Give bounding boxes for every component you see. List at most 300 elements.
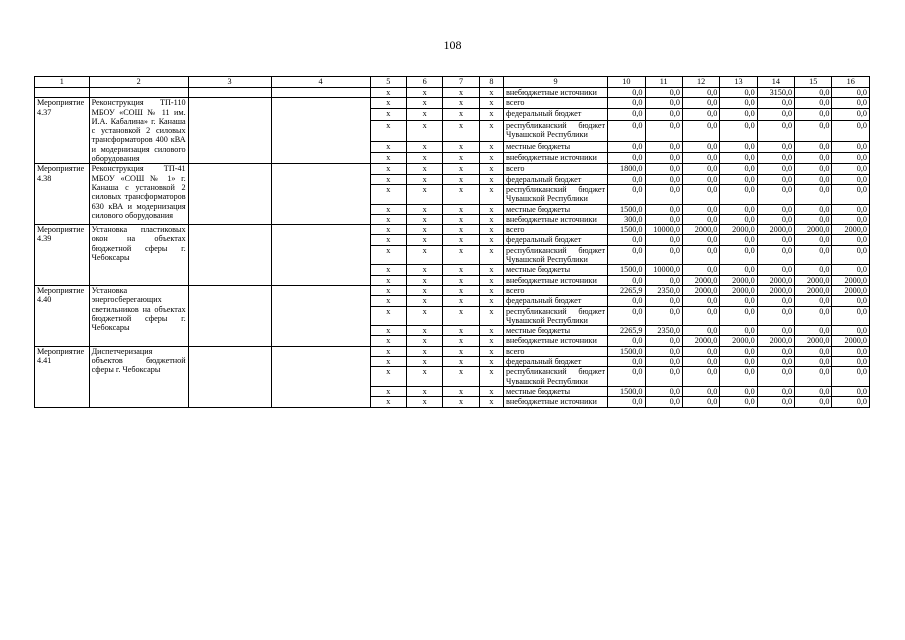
x-mark-cell: x (479, 306, 503, 326)
value-cell: 0,0 (720, 120, 757, 141)
x-mark-cell: x (443, 285, 479, 295)
x-mark-cell: x (370, 141, 406, 152)
empty-cell (271, 98, 370, 164)
value-cell: 0,0 (757, 174, 794, 184)
measure-id-cell: Мероприятие 4.38 (35, 164, 90, 225)
value-cell: 0,0 (832, 245, 870, 265)
value-cell: 2000,0 (795, 336, 832, 346)
measure-name-cell: Реконструкция ТП-110 МБОУ «СОШ № 11 им. И.А. Кабалина» г. Канаша с установкой 2 силовых трансформаторов 400 кВА и модернизация силового оборудования (89, 98, 188, 164)
x-mark-cell: x (479, 141, 503, 152)
x-mark-cell: x (479, 204, 503, 214)
x-mark-cell: x (443, 109, 479, 120)
value-cell: 0,0 (795, 367, 832, 387)
value-cell: 0,0 (795, 386, 832, 396)
x-mark-cell: x (406, 296, 442, 306)
x-mark-cell: x (370, 88, 406, 98)
value-cell: 0,0 (757, 326, 794, 336)
x-mark-cell: x (443, 184, 479, 204)
value-cell: 0,0 (795, 265, 832, 275)
empty-cell (188, 98, 271, 164)
column-number: 14 (757, 77, 794, 88)
x-mark-cell: x (370, 204, 406, 214)
x-mark-cell: x (443, 235, 479, 245)
x-mark-cell: x (370, 235, 406, 245)
value-cell: 0,0 (645, 98, 682, 109)
x-mark-cell: x (406, 120, 442, 141)
value-cell: 2000,0 (720, 275, 757, 285)
x-mark-cell: x (370, 174, 406, 184)
x-mark-cell: x (406, 214, 442, 224)
x-mark-cell: x (443, 120, 479, 141)
value-cell: 0,0 (832, 326, 870, 336)
x-mark-cell: x (370, 296, 406, 306)
value-cell: 0,0 (645, 109, 682, 120)
value-cell: 1500,0 (608, 204, 645, 214)
column-number: 10 (608, 77, 645, 88)
value-cell: 0,0 (757, 245, 794, 265)
x-mark-cell: x (443, 153, 479, 164)
value-cell: 2350,0 (645, 285, 682, 295)
x-mark-cell: x (443, 306, 479, 326)
value-cell: 0,0 (682, 204, 719, 214)
value-cell: 0,0 (682, 174, 719, 184)
x-mark-cell: x (370, 285, 406, 295)
column-number: 9 (504, 77, 608, 88)
value-cell: 0,0 (720, 153, 757, 164)
value-cell: 0,0 (645, 164, 682, 174)
value-cell: 0,0 (757, 153, 794, 164)
value-cell: 0,0 (608, 109, 645, 120)
value-cell: 0,0 (720, 235, 757, 245)
x-mark-cell: x (479, 184, 503, 204)
x-mark-cell: x (406, 98, 442, 109)
column-number: 2 (89, 77, 188, 88)
funding-source-cell: республиканский бюджет Чувашской Республики (504, 245, 608, 265)
value-cell: 2000,0 (832, 285, 870, 295)
funding-source-cell: всего (504, 225, 608, 235)
value-cell: 0,0 (757, 141, 794, 152)
x-mark-cell: x (479, 235, 503, 245)
x-mark-cell: x (443, 296, 479, 306)
x-mark-cell: x (479, 326, 503, 336)
funding-source-cell: федеральный бюджет (504, 296, 608, 306)
measure-name-cell: Установка пластиковых окон на объектах бюджетной сферы г. Чебоксары (89, 225, 188, 286)
value-cell: 3150,0 (757, 88, 794, 98)
measure-id-cell: Мероприятие 4.40 (35, 285, 90, 346)
value-cell: 2265,9 (608, 326, 645, 336)
empty-cell (188, 346, 271, 407)
value-cell: 0,0 (795, 214, 832, 224)
budget-table (34, 76, 870, 408)
measure-name-cell: Диспетчеризация объектов бюджетной сферы г. Чебоксары (89, 346, 188, 407)
value-cell: 0,0 (832, 265, 870, 275)
funding-source-cell: внебюджетные источники (504, 397, 608, 407)
table-row (35, 98, 870, 109)
x-mark-cell: x (406, 386, 442, 396)
value-cell: 0,0 (795, 184, 832, 204)
x-mark-cell: x (443, 98, 479, 109)
x-mark-cell: x (406, 141, 442, 152)
value-cell: 1500,0 (608, 386, 645, 396)
x-mark-cell: x (406, 285, 442, 295)
x-mark-cell: x (406, 275, 442, 285)
column-number: 8 (479, 77, 503, 88)
x-mark-cell: x (370, 397, 406, 407)
x-mark-cell: x (370, 265, 406, 275)
empty-cell (271, 285, 370, 346)
value-cell: 0,0 (682, 367, 719, 387)
value-cell: 2000,0 (832, 225, 870, 235)
column-number: 3 (188, 77, 271, 88)
x-mark-cell: x (370, 346, 406, 356)
x-mark-cell: x (479, 285, 503, 295)
measure-id-cell: Мероприятие 4.37 (35, 98, 90, 164)
x-mark-cell: x (479, 336, 503, 346)
value-cell: 0,0 (832, 164, 870, 174)
value-cell: 0,0 (608, 296, 645, 306)
funding-source-cell: федеральный бюджет (504, 235, 608, 245)
value-cell: 0,0 (720, 184, 757, 204)
x-mark-cell: x (370, 109, 406, 120)
x-mark-cell: x (406, 397, 442, 407)
column-number: 1 (35, 77, 90, 88)
table-row (35, 285, 870, 295)
value-cell: 0,0 (832, 397, 870, 407)
column-number-row (35, 77, 870, 88)
value-cell: 0,0 (795, 235, 832, 245)
funding-source-cell: местные бюджеты (504, 386, 608, 396)
value-cell: 0,0 (720, 98, 757, 109)
value-cell: 0,0 (608, 397, 645, 407)
value-cell: 0,0 (608, 120, 645, 141)
funding-source-cell: всего (504, 346, 608, 356)
funding-source-cell: федеральный бюджет (504, 174, 608, 184)
x-mark-cell: x (370, 225, 406, 235)
x-mark-cell: x (370, 386, 406, 396)
funding-source-cell: федеральный бюджет (504, 357, 608, 367)
x-mark-cell: x (370, 367, 406, 387)
x-mark-cell: x (406, 174, 442, 184)
value-cell: 10000,0 (645, 265, 682, 275)
value-cell: 0,0 (682, 98, 719, 109)
column-number: 13 (720, 77, 757, 88)
value-cell: 0,0 (757, 397, 794, 407)
value-cell: 1500,0 (608, 346, 645, 356)
value-cell: 0,0 (832, 174, 870, 184)
x-mark-cell: x (443, 141, 479, 152)
value-cell: 0,0 (682, 141, 719, 152)
value-cell: 0,0 (645, 88, 682, 98)
measure-id-cell: Мероприятие 4.41 (35, 346, 90, 407)
value-cell: 2000,0 (757, 225, 794, 235)
value-cell: 0,0 (720, 88, 757, 98)
funding-source-cell: местные бюджеты (504, 141, 608, 152)
value-cell: 0,0 (608, 336, 645, 346)
x-mark-cell: x (479, 109, 503, 120)
value-cell: 0,0 (757, 306, 794, 326)
x-mark-cell: x (479, 164, 503, 174)
value-cell: 2000,0 (720, 285, 757, 295)
x-mark-cell: x (406, 88, 442, 98)
value-cell: 0,0 (720, 164, 757, 174)
value-cell: 0,0 (795, 397, 832, 407)
value-cell: 2000,0 (720, 225, 757, 235)
value-cell: 0,0 (795, 174, 832, 184)
value-cell: 0,0 (757, 367, 794, 387)
x-mark-cell: x (406, 245, 442, 265)
x-mark-cell: x (406, 306, 442, 326)
x-mark-cell: x (370, 184, 406, 204)
value-cell: 0,0 (645, 357, 682, 367)
value-cell: 2000,0 (720, 336, 757, 346)
value-cell: 0,0 (832, 153, 870, 164)
x-mark-cell: x (406, 346, 442, 356)
x-mark-cell: x (406, 326, 442, 336)
x-mark-cell: x (370, 245, 406, 265)
value-cell: 0,0 (795, 326, 832, 336)
x-mark-cell: x (406, 153, 442, 164)
x-mark-cell: x (479, 245, 503, 265)
value-cell: 0,0 (832, 141, 870, 152)
funding-source-cell: внебюджетные источники (504, 275, 608, 285)
empty-cell (188, 225, 271, 286)
x-mark-cell: x (479, 275, 503, 285)
x-mark-cell: x (443, 326, 479, 336)
x-mark-cell: x (443, 357, 479, 367)
value-cell: 0,0 (832, 98, 870, 109)
x-mark-cell: x (443, 245, 479, 265)
value-cell: 0,0 (645, 141, 682, 152)
value-cell: 0,0 (832, 306, 870, 326)
x-mark-cell: x (443, 367, 479, 387)
value-cell: 0,0 (832, 120, 870, 141)
value-cell: 0,0 (608, 357, 645, 367)
x-mark-cell: x (479, 296, 503, 306)
value-cell: 0,0 (720, 386, 757, 396)
x-mark-cell: x (370, 336, 406, 346)
page-number: 108 (443, 38, 462, 52)
value-cell: 2000,0 (795, 285, 832, 295)
value-cell: 2000,0 (682, 285, 719, 295)
funding-source-cell: всего (504, 285, 608, 295)
value-cell: 0,0 (720, 174, 757, 184)
x-mark-cell: x (406, 367, 442, 387)
x-mark-cell: x (443, 265, 479, 275)
x-mark-cell: x (406, 265, 442, 275)
value-cell: 0,0 (645, 184, 682, 204)
x-mark-cell: x (479, 386, 503, 396)
column-number: 4 (271, 77, 370, 88)
value-cell: 0,0 (795, 98, 832, 109)
value-cell: 0,0 (795, 357, 832, 367)
value-cell: 2000,0 (832, 275, 870, 285)
value-cell: 0,0 (645, 120, 682, 141)
value-cell: 0,0 (757, 357, 794, 367)
funding-source-cell: республиканский бюджет Чувашской Республики (504, 367, 608, 387)
value-cell: 0,0 (608, 235, 645, 245)
value-cell: 0,0 (832, 204, 870, 214)
value-cell: 0,0 (720, 296, 757, 306)
value-cell: 0,0 (682, 164, 719, 174)
value-cell: 0,0 (645, 214, 682, 224)
value-cell: 2000,0 (757, 336, 794, 346)
value-cell: 0,0 (795, 306, 832, 326)
funding-source-cell: внебюджетные источники (504, 214, 608, 224)
x-mark-cell: x (443, 346, 479, 356)
value-cell: 0,0 (682, 296, 719, 306)
x-mark-cell: x (479, 120, 503, 141)
x-mark-cell: x (370, 164, 406, 174)
value-cell: 0,0 (645, 296, 682, 306)
x-mark-cell: x (443, 174, 479, 184)
value-cell: 0,0 (795, 153, 832, 164)
value-cell: 0,0 (795, 141, 832, 152)
x-mark-cell: x (406, 109, 442, 120)
value-cell: 2350,0 (645, 326, 682, 336)
value-cell: 0,0 (832, 346, 870, 356)
value-cell: 0,0 (645, 275, 682, 285)
measure-name-cell: Установка энергосберегающих светильников на объектах бюджетной сферы г. Чебоксары (89, 285, 188, 346)
value-cell: 10000,0 (645, 225, 682, 235)
value-cell: 0,0 (757, 164, 794, 174)
value-cell: 0,0 (720, 109, 757, 120)
funding-source-cell: всего (504, 164, 608, 174)
value-cell: 0,0 (832, 296, 870, 306)
value-cell: 0,0 (795, 109, 832, 120)
value-cell: 0,0 (832, 109, 870, 120)
column-number: 5 (370, 77, 406, 88)
value-cell: 0,0 (757, 296, 794, 306)
value-cell: 2000,0 (795, 225, 832, 235)
value-cell: 0,0 (832, 214, 870, 224)
column-number: 16 (832, 77, 870, 88)
value-cell: 0,0 (757, 120, 794, 141)
funding-source-cell: внебюджетные источники (504, 88, 608, 98)
value-cell: 0,0 (682, 153, 719, 164)
x-mark-cell: x (479, 225, 503, 235)
value-cell: 300,0 (608, 214, 645, 224)
measure-id-cell: Мероприятие 4.39 (35, 225, 90, 286)
value-cell: 0,0 (645, 367, 682, 387)
value-cell: 0,0 (645, 386, 682, 396)
x-mark-cell: x (406, 204, 442, 214)
x-mark-cell: x (479, 153, 503, 164)
value-cell: 0,0 (682, 265, 719, 275)
value-cell: 0,0 (682, 109, 719, 120)
funding-source-cell: республиканский бюджет Чувашской Республики (504, 306, 608, 326)
value-cell: 0,0 (720, 326, 757, 336)
x-mark-cell: x (479, 214, 503, 224)
empty-cell (271, 164, 370, 225)
empty-cell (188, 285, 271, 346)
value-cell: 1500,0 (608, 265, 645, 275)
x-mark-cell: x (479, 397, 503, 407)
value-cell: 0,0 (645, 204, 682, 214)
value-cell: 0,0 (757, 109, 794, 120)
value-cell: 0,0 (682, 235, 719, 245)
value-cell: 2000,0 (682, 275, 719, 285)
funding-source-cell: федеральный бюджет (504, 109, 608, 120)
value-cell: 0,0 (832, 184, 870, 204)
measure-name-cell: Реконструкция ТП-41 МБОУ «СОШ № 1» г. Канаша с установкой 2 силовых трансформаторов 630 кВА и модернизация силового оборудования (89, 164, 188, 225)
value-cell: 0,0 (645, 174, 682, 184)
x-mark-cell: x (479, 88, 503, 98)
value-cell: 0,0 (720, 346, 757, 356)
value-cell: 0,0 (720, 306, 757, 326)
column-number: 15 (795, 77, 832, 88)
value-cell: 0,0 (757, 184, 794, 204)
x-mark-cell: x (406, 336, 442, 346)
value-cell: 0,0 (720, 265, 757, 275)
value-cell: 0,0 (757, 346, 794, 356)
value-cell: 0,0 (795, 346, 832, 356)
value-cell: 2000,0 (682, 336, 719, 346)
value-cell: 0,0 (720, 357, 757, 367)
value-cell: 0,0 (682, 397, 719, 407)
x-mark-cell: x (406, 164, 442, 174)
value-cell: 0,0 (608, 141, 645, 152)
value-cell: 0,0 (682, 346, 719, 356)
x-mark-cell: x (479, 174, 503, 184)
value-cell: 0,0 (682, 184, 719, 204)
value-cell: 0,0 (720, 367, 757, 387)
value-cell: 0,0 (757, 214, 794, 224)
empty-cell (271, 88, 370, 98)
table-row (35, 225, 870, 235)
value-cell: 0,0 (682, 120, 719, 141)
x-mark-cell: x (370, 275, 406, 285)
value-cell: 0,0 (608, 275, 645, 285)
value-cell: 0,0 (832, 357, 870, 367)
value-cell: 0,0 (645, 336, 682, 346)
x-mark-cell: x (370, 214, 406, 224)
value-cell: 0,0 (832, 235, 870, 245)
value-cell: 0,0 (832, 386, 870, 396)
value-cell: 0,0 (757, 98, 794, 109)
value-cell: 0,0 (682, 386, 719, 396)
x-mark-cell: x (443, 386, 479, 396)
x-mark-cell: x (370, 98, 406, 109)
column-number: 7 (443, 77, 479, 88)
x-mark-cell: x (443, 88, 479, 98)
value-cell: 0,0 (645, 397, 682, 407)
value-cell: 0,0 (645, 235, 682, 245)
measure-id-cell (35, 88, 90, 98)
funding-source-cell: внебюджетные источники (504, 336, 608, 346)
value-cell: 0,0 (795, 204, 832, 214)
value-cell: 0,0 (832, 367, 870, 387)
value-cell: 2000,0 (682, 225, 719, 235)
x-mark-cell: x (406, 357, 442, 367)
x-mark-cell: x (479, 367, 503, 387)
x-mark-cell: x (443, 397, 479, 407)
value-cell: 0,0 (682, 214, 719, 224)
value-cell: 0,0 (608, 367, 645, 387)
value-cell: 0,0 (608, 88, 645, 98)
table-row (35, 164, 870, 174)
value-cell: 0,0 (645, 346, 682, 356)
column-number: 12 (682, 77, 719, 88)
x-mark-cell: x (443, 214, 479, 224)
value-cell: 0,0 (720, 204, 757, 214)
funding-source-cell: местные бюджеты (504, 204, 608, 214)
value-cell: 0,0 (608, 245, 645, 265)
value-cell: 0,0 (645, 153, 682, 164)
value-cell: 0,0 (757, 204, 794, 214)
value-cell: 0,0 (608, 98, 645, 109)
x-mark-cell: x (479, 265, 503, 275)
value-cell: 1800,0 (608, 164, 645, 174)
